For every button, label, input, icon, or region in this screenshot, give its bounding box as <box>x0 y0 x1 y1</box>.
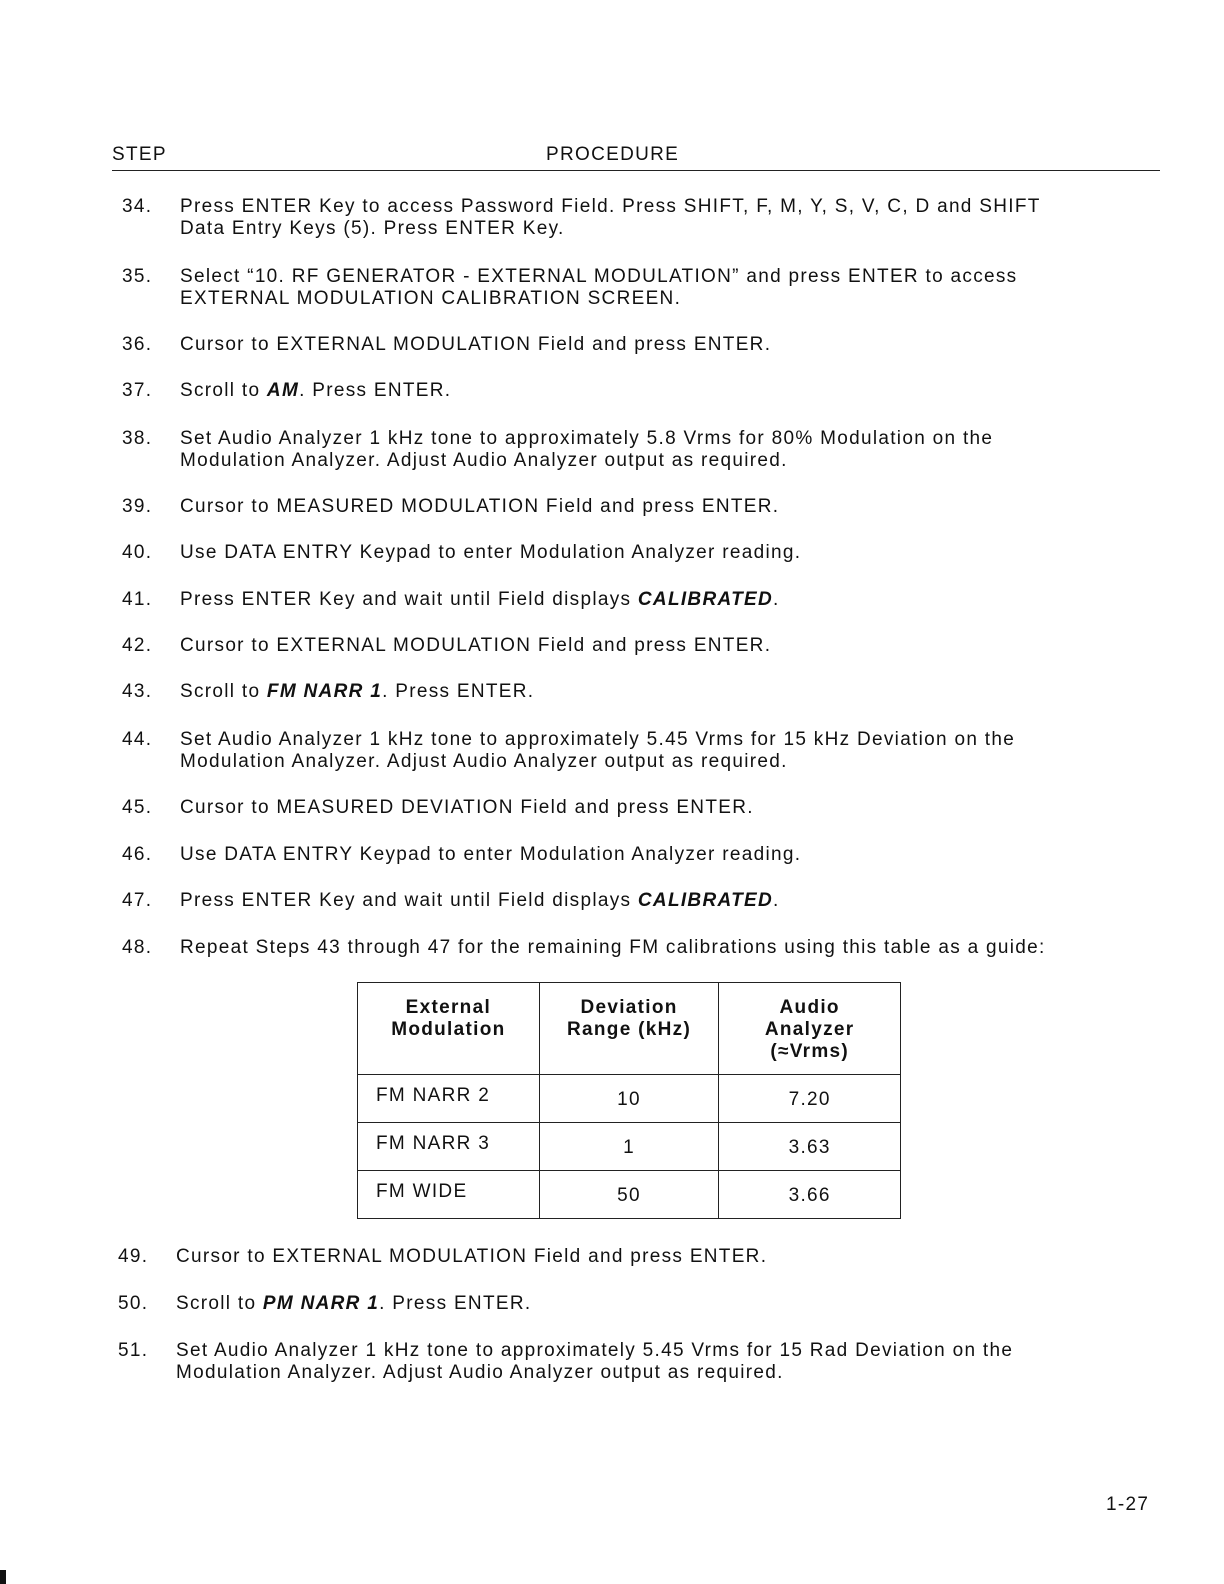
step-text: Select “10. RF GENERATOR - EXTERNAL MODULATION” and press ENTER to access EXTERNAL MODULATION CALIBRATION SCREEN. <box>180 266 1018 309</box>
table-row <box>358 1075 901 1123</box>
step-number: 43. <box>122 681 153 702</box>
procedure-column-label: PROCEDURE <box>546 144 680 165</box>
cell-modulation: FM WIDE <box>358 1171 540 1219</box>
step-text: Scroll to PM NARR 1. Press ENTER. <box>176 1293 532 1314</box>
step-number: 49. <box>118 1246 149 1267</box>
table-row <box>358 1123 901 1171</box>
step-text: Use DATA ENTRY Keypad to enter Modulation Analyzer reading. <box>180 844 802 865</box>
cell-deviation: 1 <box>539 1123 719 1171</box>
step-number: 39. <box>122 496 153 517</box>
step-text: Cursor to MEASURED DEVIATION Field and press ENTER. <box>180 797 754 818</box>
step-text: Set Audio Analyzer 1 kHz tone to approximately 5.8 Vrms for 80% Modulation on the Modulation Analyzer. Adjust Audio Analyzer output as required. <box>180 428 994 471</box>
step-text: Use DATA ENTRY Keypad to enter Modulation Analyzer reading. <box>180 542 802 563</box>
page-number: 1-27 <box>1106 1494 1150 1515</box>
header-external-modulation: External Modulation <box>358 983 540 1075</box>
step-text: Cursor to EXTERNAL MODULATION Field and press ENTER. <box>180 635 772 656</box>
step-number: 42. <box>122 635 153 656</box>
step-text: Press ENTER Key to access Password Field. Press SHIFT, F, M, Y, S, V, C, D and SHIFT Data Entry Keys (5). Press ENTER Key. <box>180 196 1041 239</box>
step-number: 40. <box>122 542 153 563</box>
cell-vrms: 7.20 <box>719 1075 901 1123</box>
header-audio-analyzer: Audio Analyzer (≈Vrms) <box>719 983 901 1075</box>
step-text: Set Audio Analyzer 1 kHz tone to approximately 5.45 Vrms for 15 kHz Deviation on the Modulation Analyzer. Adjust Audio Analyzer output as required. <box>180 729 1016 772</box>
step-number: 37. <box>122 380 153 401</box>
step-number: 44. <box>122 729 153 750</box>
step-text: Set Audio Analyzer 1 kHz tone to approximately 5.45 Vrms for 15 Rad Deviation on the Modulation Analyzer. Adjust Audio Analyzer output as required. <box>176 1340 1014 1383</box>
step-number: 46. <box>122 844 153 865</box>
step-text: Scroll to FM NARR 1. Press ENTER. <box>180 681 535 702</box>
cell-vrms: 3.63 <box>719 1123 901 1171</box>
step-number: 48. <box>122 937 153 958</box>
step-number: 45. <box>122 797 153 818</box>
step-number: 51. <box>118 1340 149 1361</box>
scan-edge-mark <box>0 1570 6 1584</box>
step-text: Cursor to MEASURED MODULATION Field and press ENTER. <box>180 496 780 517</box>
step-number: 38. <box>122 428 153 449</box>
step-number: 50. <box>118 1293 149 1314</box>
step-number: 36. <box>122 334 153 355</box>
cell-deviation: 10 <box>539 1075 719 1123</box>
cell-deviation: 50 <box>539 1171 719 1219</box>
step-text: Cursor to EXTERNAL MODULATION Field and press ENTER. <box>180 334 772 355</box>
step-text: Scroll to AM. Press ENTER. <box>180 380 452 401</box>
step-number: 47. <box>122 890 153 911</box>
header-deviation-range: Deviation Range (kHz) <box>539 983 719 1075</box>
step-number: 34. <box>122 196 153 217</box>
table-header-row <box>358 983 901 1075</box>
step-number: 35. <box>122 266 153 287</box>
step-text: Repeat Steps 43 through 47 for the remaining FM calibrations using this table as a guide: <box>180 937 1046 958</box>
fm-calibration-table <box>357 982 901 1219</box>
cell-modulation: FM NARR 2 <box>358 1075 540 1123</box>
table-row <box>358 1171 901 1219</box>
step-text: Press ENTER Key and wait until Field displays CALIBRATED. <box>180 890 780 911</box>
step-text: Press ENTER Key and wait until Field displays CALIBRATED. <box>180 589 780 610</box>
column-header <box>112 144 1160 171</box>
step-column-label: STEP <box>112 144 167 165</box>
step-number: 41. <box>122 589 153 610</box>
cell-modulation: FM NARR 3 <box>358 1123 540 1171</box>
step-text: Cursor to EXTERNAL MODULATION Field and press ENTER. <box>176 1246 768 1267</box>
cell-vrms: 3.66 <box>719 1171 901 1219</box>
